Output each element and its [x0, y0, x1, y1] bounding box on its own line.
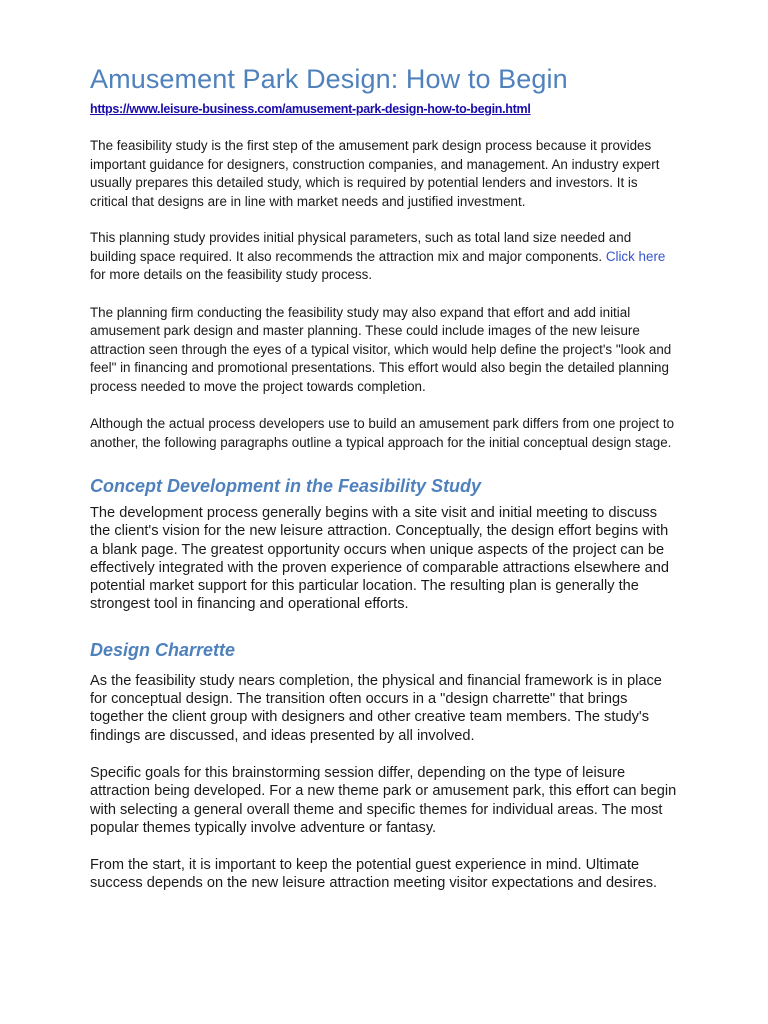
- paragraph-planning-study: [90, 229, 678, 285]
- click-here-link[interactable]: Click here: [605, 248, 666, 264]
- paragraph-guest-experience: From the start, it is important to keep the potential guest experience in mind. Ultimate success depends on the new leisure attraction meeting visitor expectations and desires.: [90, 857, 658, 892]
- page-title: Amusement Park Design: How to Begin: [90, 64, 568, 94]
- heading-design-charrette: Design Charrette: [90, 639, 236, 660]
- paragraph-brainstorming-goals: Specific goals for this brainstorming session differ, depending on the type of leisure attraction being developed. For a new theme park or amusement park, this effort can begin with selecting a general overall theme and specific themes for individual areas. The most popular themes typically involve adventure or fantasy.: [90, 764, 677, 836]
- paragraph-planning-firm: The planning firm conducting the feasibility study may also expand that effort and add initial amusement park design and master planning. These could include images of the new leisure attraction seen through the eyes of a typical visitor, which would help define the project's "look and feel" in financing and promotional presentations. This effort would also begin the detailed planning process needed to move the project towards completion.: [90, 304, 672, 394]
- paragraph-charrette-transition: As the feasibility study nears completion, the physical and financial framework is in place for conceptual design. The transition often occurs in a "design charrette" that brings together the client group with designers and other creative team members. The study's findings are discussed, and ideas presented by all involved.: [90, 672, 662, 744]
- source-url-link[interactable]: https://www.leisure-business.com/amusement-park-design-how-to-begin.html: [90, 102, 531, 116]
- paragraph-process-overview: Although the actual process developers use to build an amusement park differs from one project to another, the following paragraphs outline a typical approach for the initial conceptual design stage.: [90, 416, 675, 450]
- paragraph-concept-development: The development process generally begins with a site visit and initial meeting to discuss the client's vision for the new leisure attraction. Conceptually, the design effort begins with a blank page. The greatest opportunity occurs when unique aspects of the project can be effectively integrated with the proven experience of comparable attractions elsewhere and potential market support for this particular location. The resulting plan is generally the strongest tool in financing and operational efforts.: [90, 505, 669, 613]
- heading-concept-development: Concept Development in the Feasibility Study: [90, 476, 482, 496]
- paragraph-feasibility-intro: The feasibility study is the first step of the amusement park design process because it provides important guidance for designers, construction companies, and management. An industry expert usually prepares this detailed study, which is required by potential lenders and investors. It is critical that designs are in line with market needs and justified investment.: [90, 138, 660, 209]
- paragraph-planning-study-text: This planning study provides initial physical parameters, such as total land size needed and building space required. It also recommends the attraction mix and major components.: [90, 230, 632, 264]
- paragraph-planning-study-tail: for more details on the feasibility study process.: [90, 267, 373, 282]
